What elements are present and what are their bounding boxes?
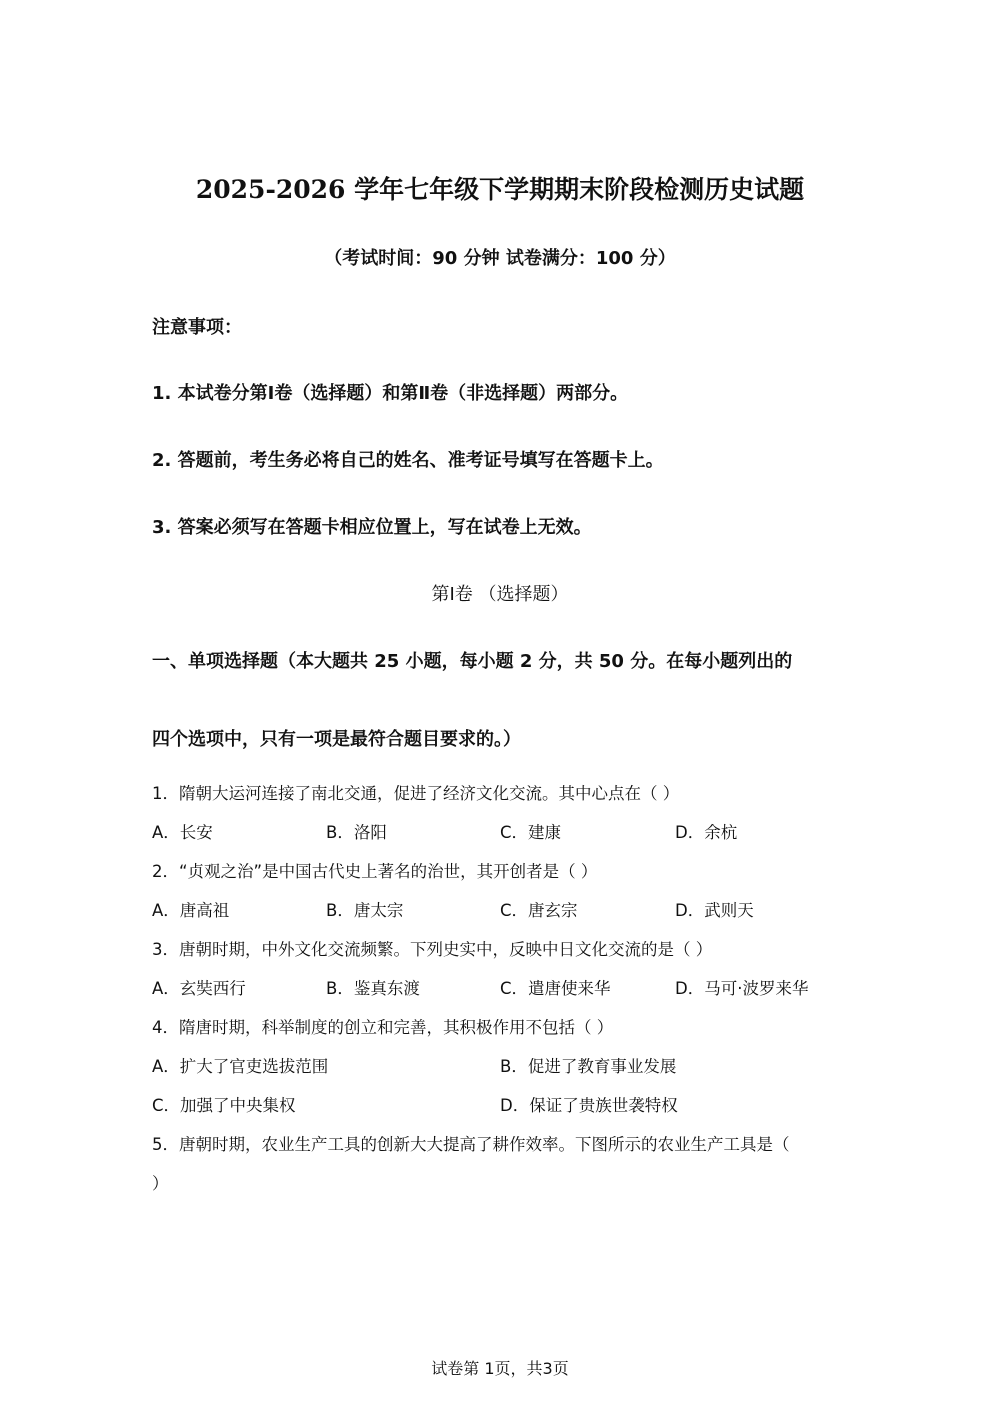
page-footer: 试卷第 1页，共3页 (431, 1359, 569, 1378)
question-4-option-c: C．加强了中央集权 (152, 1096, 296, 1115)
question-4-option-a: A．扩大了官吏选拔范围 (152, 1057, 329, 1076)
question-3-option-b: B．鉴真东渡 (326, 979, 420, 998)
part-heading-line1: 一、单项选择题（本大题共 25 小题，每小题 2 分，共 50 分。在每小题列出的 (152, 651, 793, 672)
question-5-stem-line2: ） (152, 1174, 169, 1193)
exam-info-subtitle: （考试时间：90 分钟 试卷满分：100 分） (324, 248, 676, 269)
part-heading-line2: 四个选项中，只有一项是最符合题目要求的。） (152, 729, 521, 750)
question-3-option-d: D．马可·波罗来华 (675, 979, 809, 998)
question-1-option-d: D．余杭 (675, 823, 738, 842)
question-1-option-c: C．建康 (500, 823, 562, 842)
notice-item-2: 2. 答题前，考生务必将自己的姓名、准考证号填写在答题卡上。 (152, 450, 664, 471)
question-2-option-d: D．武则天 (675, 901, 754, 920)
question-2-option-a: A．唐高祖 (152, 901, 230, 920)
question-3-option-c: C．遣唐使来华 (500, 979, 611, 998)
question-2-stem: 2．“贞观之治”是中国古代史上著名的治世，其开创者是（ ） (152, 862, 598, 881)
question-5-stem-line1: 5．唐朝时期，农业生产工具的创新大大提高了耕作效率。下图所示的农业生产工具是（ (152, 1135, 790, 1154)
question-3-option-a: A．玄奘西行 (152, 979, 246, 998)
question-4-option-b: B．促进了教育事业发展 (500, 1057, 677, 1076)
question-1-stem: 1．隋朝大运河连接了南北交通，促进了经济文化交流。其中心点在（ ） (152, 784, 680, 803)
question-2-option-b: B．唐太宗 (326, 901, 404, 920)
section-title: 第Ⅰ卷 （选择题） (431, 584, 569, 605)
page-title: 2025-2026 学年七年级下学期期末阶段检测历史试题 (195, 175, 805, 204)
question-4-option-d: D．保证了贵族世袭特权 (500, 1096, 678, 1115)
question-2-option-c: C．唐玄宗 (500, 901, 578, 920)
notice-item-1: 1. 本试卷分第Ⅰ卷（选择题）和第Ⅱ卷（非选择题）两部分。 (152, 383, 629, 404)
notice-heading: 注意事项： (152, 317, 242, 338)
question-3-stem: 3．唐朝时期，中外文化交流频繁。下列史实中，反映中日文化交流的是（ ） (152, 940, 713, 959)
notice-item-3: 3. 答案必须写在答题卡相应位置上，写在试卷上无效。 (152, 517, 592, 538)
question-1-option-b: B．洛阳 (326, 823, 387, 842)
question-4-stem: 4．隋唐时期，科举制度的创立和完善，其积极作用不包括（ ） (152, 1018, 614, 1037)
question-1-option-a: A．长安 (152, 823, 213, 842)
